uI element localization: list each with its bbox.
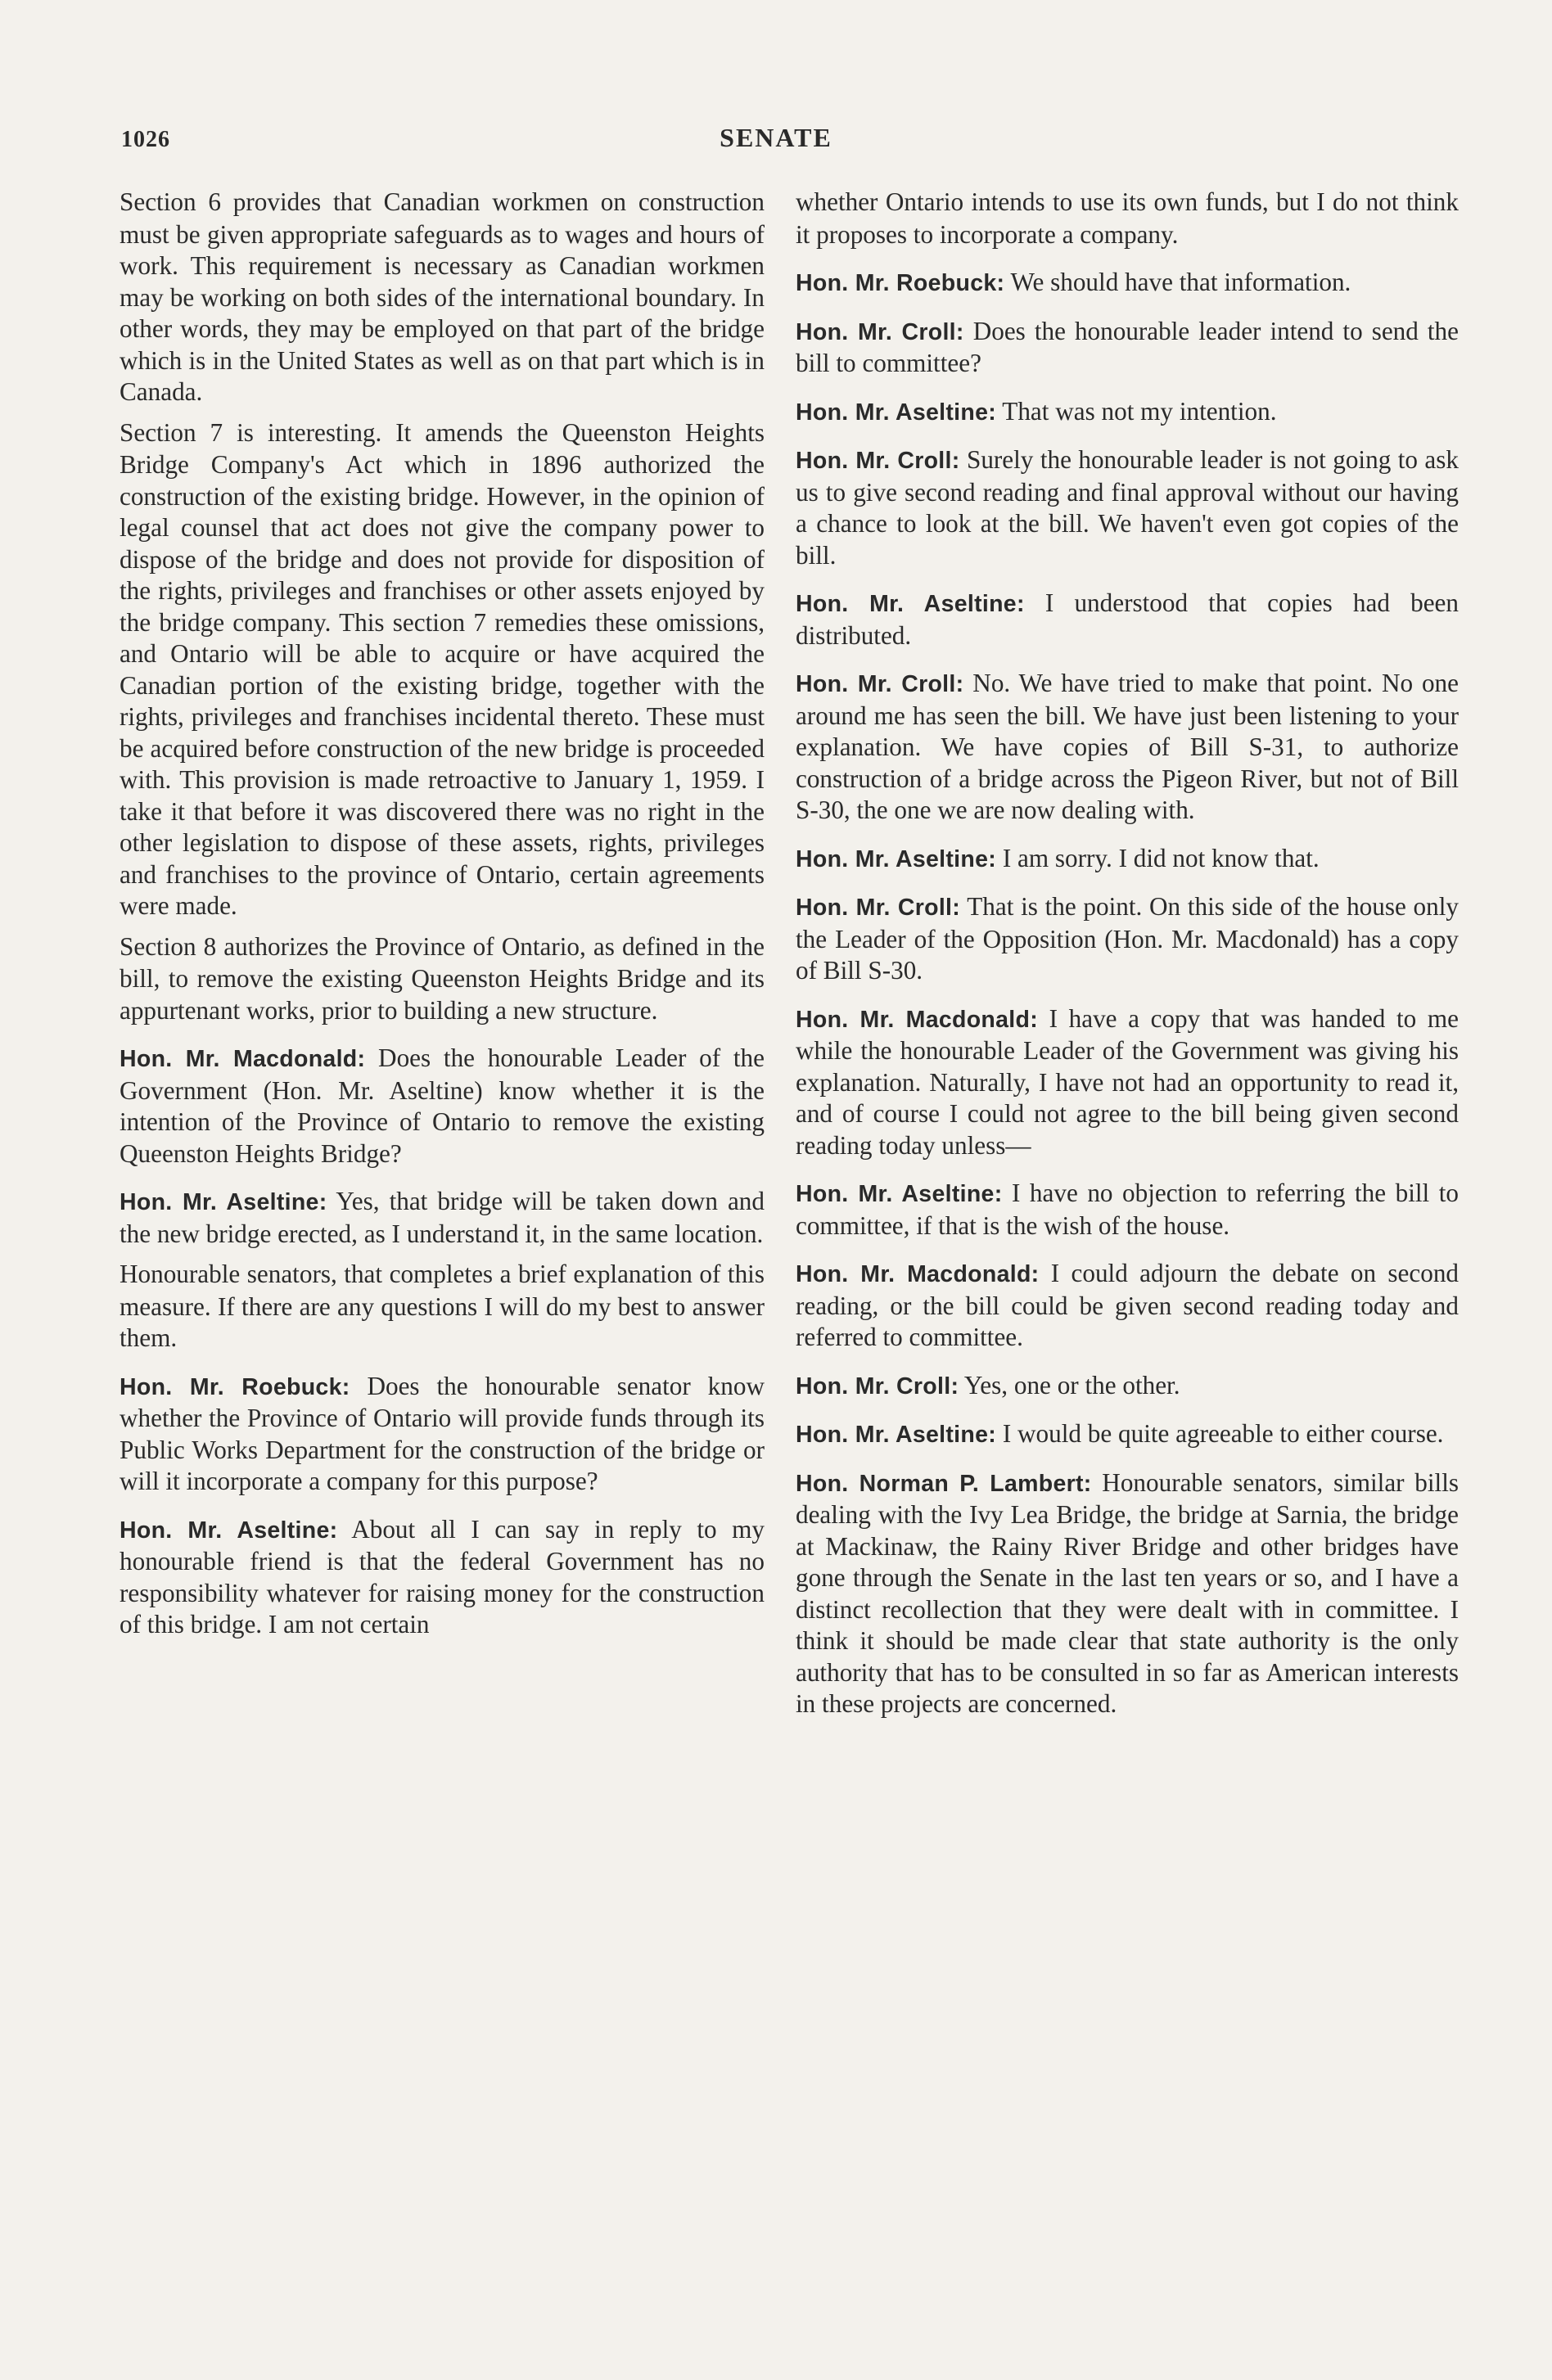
paragraph (120, 931, 765, 1027)
speaker-name: Hon. Mr. Macdonald: (796, 1006, 1039, 1033)
paragraph-text: I have no objection to referring the bill to committee, if that is the wish of the house. (796, 1179, 1459, 1240)
speaker-name: Hon. Mr. Aseltine: (120, 1517, 338, 1544)
paragraph (796, 1418, 1459, 1451)
paragraph (120, 1514, 765, 1641)
paragraph-text: Yes, that bridge will be taken down and the new bridge erected, as I understand it, in the same location. (120, 1187, 765, 1248)
paragraph-text: Surely the honourable leader is not going to ask us to give second reading and final approval without our having a chance to look at the bill. We haven't even got copies of the bill. (796, 445, 1459, 570)
paragraph-text: I could adjourn the debate on second reading, or the bill could be given second reading today and referred to committee. (796, 1259, 1459, 1351)
speaker-name: Hon. Mr. Roebuck: (796, 270, 1005, 296)
paragraph (120, 187, 765, 408)
speaker-name: Hon. Mr. Macdonald: (120, 1046, 366, 1072)
paragraph (796, 316, 1459, 380)
paragraph-text: We should have that information. (1004, 268, 1351, 296)
paragraph-text: I have a copy that was handed to me while the honourable Leader of the Government was giving his explanation. Naturally, I have not had an opportunity to read it, and of course I could not agree to the bill being given second reading today unless— (796, 1003, 1459, 1160)
paragraph (796, 1258, 1459, 1354)
speaker-name: Hon. Norman P. Lambert: (796, 1470, 1092, 1497)
paragraph (796, 396, 1459, 429)
paragraph-text: whether Ontario intends to use its own funds, but I do not think it proposes to incorporate a company. (796, 187, 1459, 249)
paragraph-text: I am sorry. I did not know that. (996, 843, 1320, 872)
paragraph-text: Does the honourable leader intend to send the bill to committee? (796, 316, 1459, 377)
left-column (120, 187, 765, 2200)
paragraph-text: Does the honourable Leader of the Government (Hon. Mr. Aseltine) know whether it is the intention of the Province of Ontario to remove the existing Queenston Heights Bridge? (120, 1044, 765, 1168)
paragraph (796, 668, 1459, 827)
right-column (796, 187, 1459, 2200)
paragraph-text: Section 6 provides that Canadian workmen on construction must be given appropriate safeguards as to wages and hours of work. This requirement is necessary as Canadian workmen may be working on both sides of the international boundary. In other words, they may be employed on that part of the bridge which is in the United States as well as on that part which is in Canada. (120, 187, 765, 406)
paragraph (796, 891, 1459, 987)
paragraph (120, 1043, 765, 1170)
speaker-name: Hon. Mr. Aseltine: (796, 845, 997, 872)
paragraph-text: Does the honourable senator know whether the Province of Ontario will provide funds through its Public Works Department for the construction of the bridge or will it incorporate a company for this purpose? (120, 1371, 765, 1495)
paragraph (120, 417, 765, 922)
paragraph-text: That was not my intention. (996, 396, 1277, 426)
speaker-name: Hon. Mr. Aseltine: (796, 399, 997, 426)
paragraph (796, 1178, 1459, 1242)
speaker-name: Hon. Mr. Roebuck: (120, 1373, 350, 1400)
paragraph-text: Section 7 is interesting. It amends the Queenston Heights Bridge Company's Act which in 1896 authorized the construction of the existing bridge. However, in the opinion of legal counsel that act does not give the company power to dispose of the bridge and does not provide for disposition of the rights, privileges and franchises or other assets enjoyed by the bridge company. This section 7 remedies these omissions, and Ontario will be able to acquire or have acquired the Canadian portion of the existing bridge, together with the rights, privileges and franchises incidental thereto. These must be acquired before construction of the new bridge is proceeded with. This provision is made retroactive to January 1, 1959. I take it that before it was discovered there was no right in the other legislation to dispose of these assets, rights, privileges and franchises to the province of Ontario, certain agreements were made. (120, 417, 765, 920)
page-title: SENATE (720, 123, 832, 152)
speaker-name: Hon. Mr. Croll: (796, 895, 961, 921)
paragraph (796, 187, 1459, 250)
paragraph (120, 1259, 765, 1355)
paragraph (796, 1467, 1459, 1720)
paragraph (796, 444, 1459, 571)
speaker-name: Hon. Mr. Aseltine: (796, 1422, 997, 1448)
speaker-name: Hon. Mr. Croll: (796, 318, 964, 345)
speaker-name: Hon. Mr. Croll: (796, 1373, 959, 1400)
paragraph (796, 267, 1459, 300)
paragraph-text: Section 8 authorizes the Province of Ontario, as defined in the bill, to remove the existing Queenston Heights Bridge and its appurtenant works, prior to building a new structure. (120, 931, 765, 1025)
paragraph (120, 1186, 765, 1250)
speaker-name: Hon. Mr. Croll: (796, 448, 960, 474)
paragraph (796, 1003, 1459, 1162)
paragraph-text: I understood that copies had been distributed. (796, 588, 1459, 650)
paragraph-text: No. We have tried to make that point. No one around me has seen the bill. We have just been listening to your explanation. We have copies of Bill S-31, to authorize construction of a bridge across the Pigeon River, but not of Bill S-30, the one we are now dealing with. (796, 669, 1459, 824)
speaker-name: Hon. Mr. Croll: (796, 671, 964, 697)
paragraph (796, 843, 1459, 876)
paragraph (796, 588, 1459, 651)
paragraph (796, 1370, 1459, 1403)
page-number: 1026 (121, 127, 170, 152)
paragraph-text: Honourable senators, similar bills dealing with the Ivy Lea Bridge, the bridge at Sarnia, the bridge at Mackinaw, the Rainy River Bridge and other bridges have gone through the Senate in the last ten years or so, and I have a distinct recollection that they were dealt with in committee. I think it should be made clear that state authority is the only authority that has to be consulted in so far as American interests in these projects are concerned. (796, 1467, 1459, 1718)
paragraph-text: Honourable senators, that completes a brief explanation of this measure. If there are any questions I will do my best to answer them. (120, 1260, 765, 1352)
paragraph-text: I would be quite agreeable to either course. (996, 1419, 1444, 1448)
speaker-name: Hon. Mr. Aseltine: (120, 1189, 327, 1215)
paragraph-text: That is the point. On this side of the house only the Leader of the Opposition (Hon. Mr. Macdonald) has a copy of Bill S-30. (796, 892, 1459, 985)
paragraph (120, 1371, 765, 1498)
speaker-name: Hon. Mr. Macdonald: (796, 1261, 1040, 1287)
paragraph-text: Yes, one or the other. (959, 1370, 1180, 1400)
speaker-name: Hon. Mr. Aseltine: (796, 591, 1025, 617)
speaker-name: Hon. Mr. Aseltine: (796, 1181, 1003, 1207)
paragraph-text: About all I can say in reply to my honourable friend is that the federal Government has no responsibility whatever for raising money for the construction of this bridge. I am not certain (120, 1514, 765, 1639)
